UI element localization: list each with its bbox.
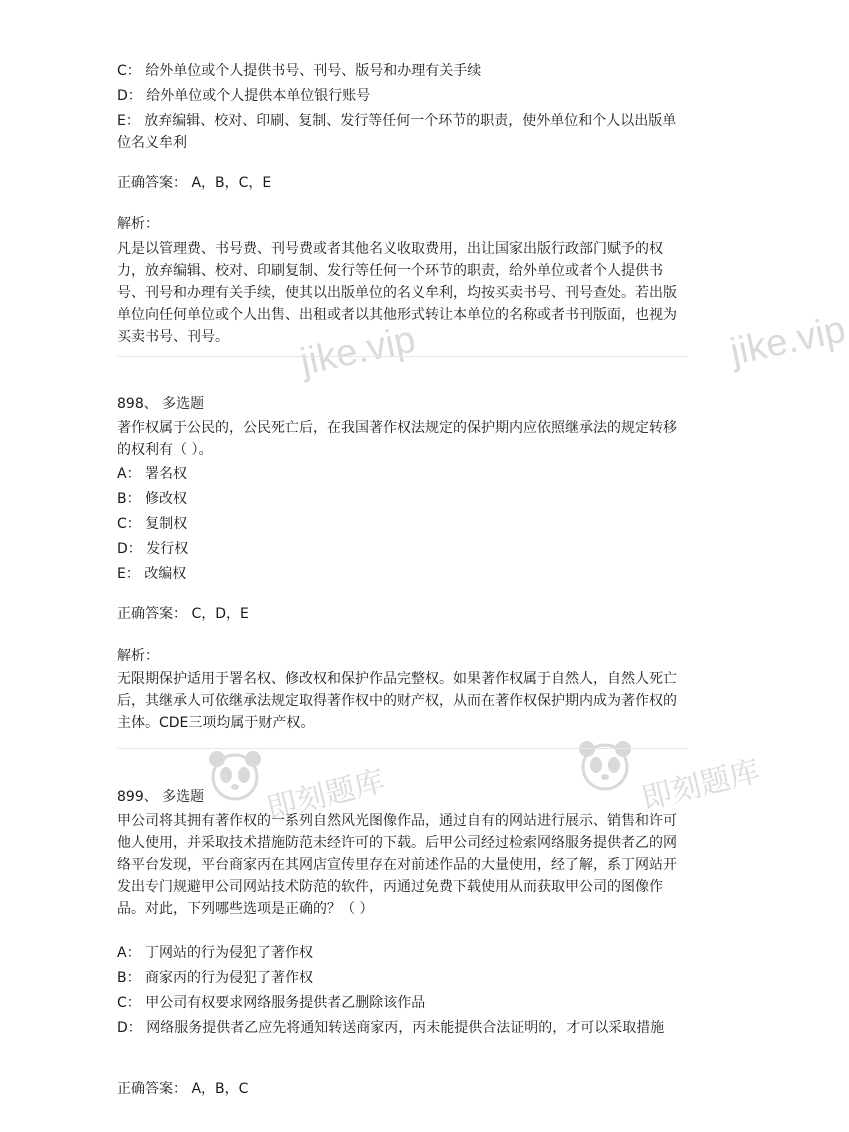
option-b: B： 修改权: [117, 491, 188, 507]
option-d: D： 给外单位或个人提供本单位银行账号: [117, 88, 371, 104]
correct-answer: 正确答案： A，B，C，E: [117, 175, 272, 191]
analysis-label: 解析：: [117, 216, 159, 232]
question-stem: 甲公司将其拥有著作权的一系列自然风光图像作品，通过自有的网站进行展示、销售和许可他人使用，并采取技术措施防范未经许可的下载。后甲公司经过检索网络服务提供者乙的网络平台发现，平台商家丙在其网店宣传里存在对前述作品的大量使用，经了解，系丁网站开发出专门规避甲公司网站技术防范的软件，丙通过免费下载使用从而获取甲公司的图像作品。对此，下列哪些选项是正确的？（ ）: [117, 813, 677, 917]
option-c: C： 甲公司有权要求网络服务提供者乙删除该作品: [117, 995, 426, 1011]
option-e: E： 放弃编辑、校对、印刷、复制、发行等任何一个环节的职责，使外单位和个人以出版单位名义牟利: [117, 113, 677, 151]
divider: [117, 356, 687, 357]
option-d: D： 网络服务提供者乙应先将通知转送商家丙，丙未能提供合法证明的，才可以采取措施: [117, 1020, 665, 1036]
analysis-text: 无限期保护适用于署名权、修改权和保护作品完整权。如果著作权属于自然人，自然人死亡后，其继承人可依继承法规定取得著作权中的财产权，从而在著作权保护期内成为著作权的主体。CDE三项均属于财产权。: [117, 671, 677, 731]
option-a: A： 署名权: [117, 466, 188, 482]
analysis-label: 解析：: [117, 648, 159, 664]
correct-answer: 正确答案： C，D，E: [117, 606, 249, 622]
option-d: D： 发行权: [117, 541, 189, 557]
option-b: B： 商家丙的行为侵犯了著作权: [117, 970, 314, 986]
option-c: C： 给外单位或个人提供书号、刊号、版号和办理有关手续: [117, 63, 482, 79]
watermark-url: jike.vip: [726, 308, 849, 374]
watermark-brand: 即刻题库: [263, 763, 389, 827]
question-header: 899、 多选题: [117, 789, 205, 805]
divider: [117, 748, 687, 749]
watermark-url: jike.vip: [296, 318, 420, 384]
option-c: C： 复制权: [117, 516, 188, 532]
correct-answer: 正确答案： A，B，C: [117, 1081, 249, 1097]
option-e: E： 改编权: [117, 566, 187, 582]
watermark-brand: 即刻题库: [638, 753, 764, 817]
analysis-text: 凡是以管理费、书号费、刊号费或者其他名义收取费用，出让国家出版行政部门赋予的权力，放弃编辑、校对、印刷复制、发行等任何一个环节的职责，给外单位或者个人提供书号、刊号和办理有关手续，使其以出版单位的名义牟利，均按买卖书号、刊号查处。若出版单位向任何单位或个人出售、出租或者以其他形式转让本单位的名称或者书刊版面，也视为买卖书号、刊号。: [117, 241, 677, 345]
option-a: A： 丁网站的行为侵犯了著作权: [117, 945, 314, 961]
question-stem: 著作权属于公民的，公民死亡后，在我国著作权法规定的保护期内应依照继承法的规定转移的权利有（ ）。: [117, 420, 677, 458]
question-header: 898、 多选题: [117, 396, 205, 412]
